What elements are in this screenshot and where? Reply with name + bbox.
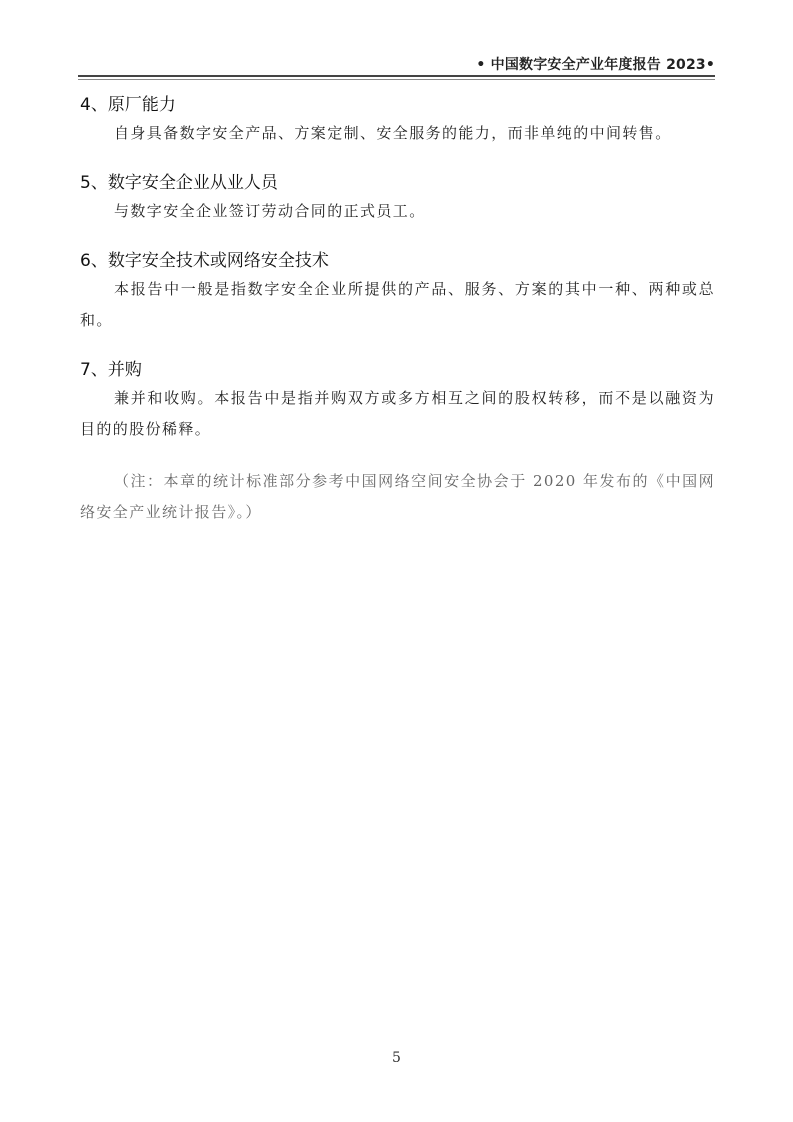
- section-heading: 7、并购: [80, 360, 142, 380]
- report-title: • 中国数字安全产业年度报告 2023•: [476, 57, 715, 73]
- page-content: [80, 92, 715, 528]
- section-heading: 5、数字安全企业从业人员: [80, 173, 278, 193]
- section-original-manufacturer: [80, 92, 715, 149]
- section-mergers-acquisitions: [80, 357, 715, 445]
- section-body: 兼并和收购。本报告中是指并购双方或多方相互之间的股权转移，而不是以融资为目的的股份稀释。: [80, 389, 715, 438]
- page-number: 5: [392, 1050, 401, 1066]
- section-body: 自身具备数字安全产品、方案定制、安全服务的能力，而非单纯的中间转售。: [114, 124, 672, 142]
- section-employees: [80, 170, 715, 227]
- chapter-note: （注：本章的统计标准部分参考中国网络空间安全协会于 2020 年发布的《中国网络安全产业统计报告》。）: [80, 472, 715, 521]
- header-rule-thin: [78, 79, 715, 80]
- section-body: 本报告中一般是指数字安全企业所提供的产品、服务、方案的其中一种、两种或总和。: [80, 280, 715, 329]
- section-heading: 4、原厂能力: [80, 95, 176, 115]
- header-rule: [78, 75, 715, 77]
- page-header: [78, 52, 715, 78]
- section-body: 与数字安全企业签订劳动合同的正式员工。: [114, 202, 426, 220]
- section-security-technology: [80, 248, 715, 336]
- section-heading: 6、数字安全技术或网络安全技术: [80, 251, 329, 271]
